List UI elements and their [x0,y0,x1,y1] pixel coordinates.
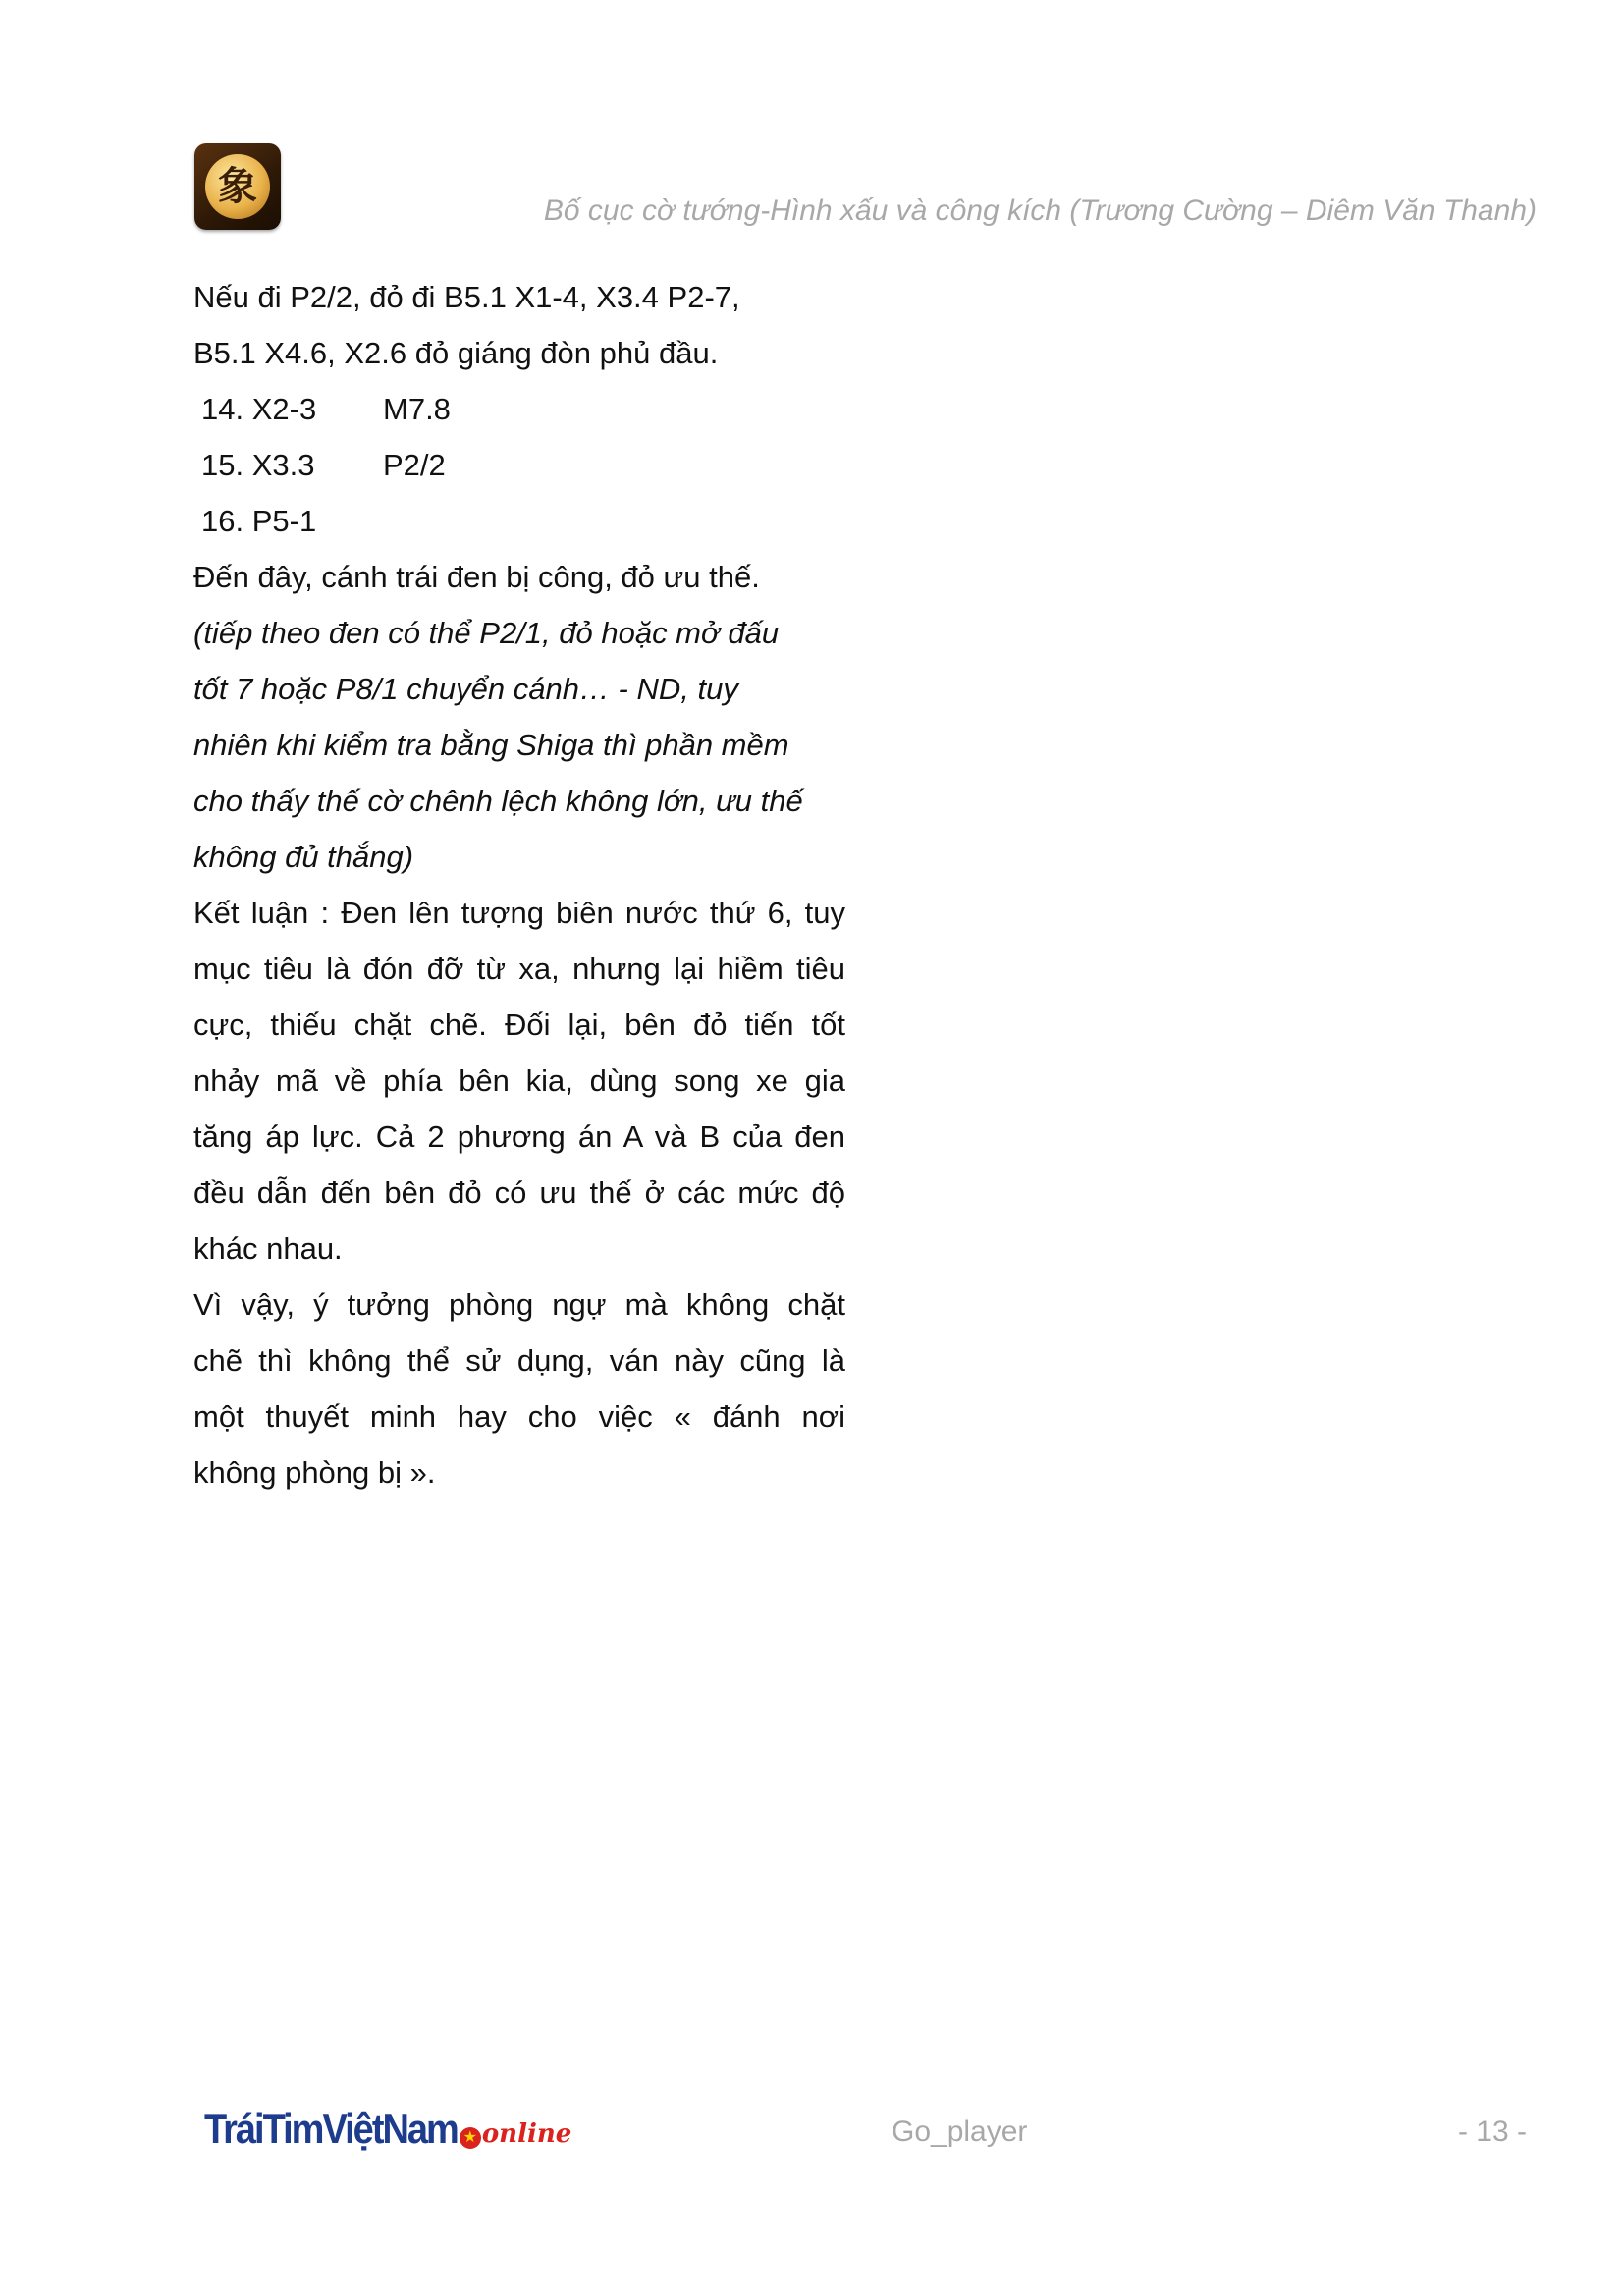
move-black: P2/2 [383,448,446,482]
final-line: một thuyết minh hay cho việc « đánh nơi [193,1399,845,1434]
move-row [193,437,845,493]
note-line: cho thấy thế cờ chênh lệch không lớn, ưu thế [193,784,803,818]
footer-brand-logo [204,2106,572,2168]
move-red: 14. X2-3 [201,392,317,426]
conclusion-line: cực, thiếu chặt chẽ. Đối lại, bên đỏ tiến tốt [193,1008,845,1042]
conclusion-line: khác nhau. [193,1231,343,1266]
brand-name: TráiTimViệtNam [204,2106,458,2154]
final-line: chẽ thì không thể sử dụng, ván này cũng là [193,1343,845,1378]
final-line: Vì vậy, ý tưởng phòng ngự mà không chặt [193,1287,845,1322]
note-line: tốt 7 hoặc P8/1 chuyển cánh… - ND, tuy [193,672,738,706]
conclusion-line: nhảy mã về phía bên kia, dùng song xe gia [193,1064,845,1098]
intro-line: B5.1 X4.6, X2.6 đỏ giáng đòn phủ đầu. [193,336,719,370]
conclusion-line: đều dẫn đến bên đỏ có ưu thế ở các mức độ [193,1175,845,1210]
header-title: Bố cục cờ tướng-Hình xấu và công kích (Trương Cường – Diêm Văn Thanh) [543,194,1537,227]
summary-line: Đến đây, cánh trái đen bị công, đỏ ưu thế. [193,560,760,594]
note-line: (tiếp theo đen có thể P2/1, đỏ hoặc mở đấu [193,616,780,650]
star-icon: ★ [460,2127,481,2149]
move-red: 15. X3.3 [201,448,315,482]
final-line: không phòng bị ». [193,1455,436,1490]
conclusion-line: mục tiêu là đón đỡ từ xa, nhưng lại hiềm tiêu [193,952,845,986]
brand-online: online [481,2119,572,2149]
conclusion-line: Kết luận : Đen lên tượng biên nước thứ 6, tuy [193,896,845,930]
move-row [193,381,845,437]
conclusion-line: tăng áp lực. Cả 2 phương án A và B của đen [193,1120,845,1154]
move-row [193,493,845,549]
footer-author: Go_player [892,2115,1028,2148]
app-logo-icon [194,143,281,230]
logo-disc [205,154,270,219]
note-line: nhiên khi kiểm tra bằng Shiga thì phần mềm [193,728,789,762]
note-line: không đủ thắng) [193,840,414,874]
page-number: - 13 - [1457,2115,1527,2148]
page-content [193,269,845,1501]
logo-character: 象 [218,163,257,209]
move-black: M7.8 [383,392,451,426]
intro-line: Nếu đi P2/2, đỏ đi B5.1 X1-4, X3.4 P2-7, [193,280,740,314]
move-red: 16. P5-1 [201,504,317,538]
